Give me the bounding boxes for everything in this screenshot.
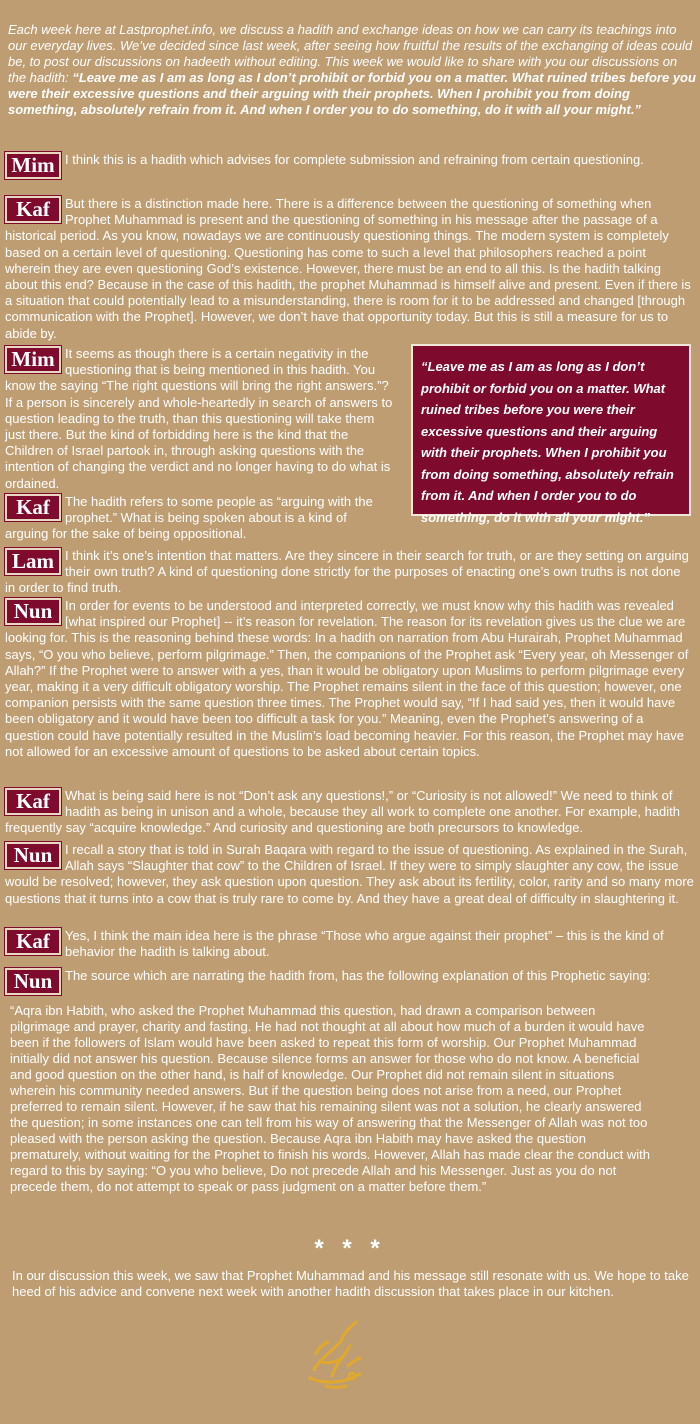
dialogue-entry: [5, 548, 694, 597]
dialogue-entry: [5, 968, 694, 995]
speaker-badge: Kaf: [5, 928, 61, 955]
entry-text: Yes, I think the main idea here is the phrase “Those who argue against their prophet” – this is the kind of behavior the hadith is talking about.: [65, 928, 664, 960]
speaker-badge: Nun: [5, 968, 61, 995]
dialogue-entry: [5, 196, 694, 342]
calligraphy-logo-icon: [302, 1318, 368, 1390]
dialogue-entry: [5, 152, 694, 179]
dialogue-entry: [5, 842, 694, 907]
entry-text: What is being said here is not “Don’t ask any questions!,” or “Curiosity is not allowed!” We need to think of hadith as being in unison and a whole, because they all work to complete one another. For example, hadith frequently say “acquire knowledge.” And curiosity and questioning are both precursors to knowledge.: [5, 788, 681, 836]
intro-paragraph: [8, 22, 696, 118]
speaker-badge: Nun: [5, 598, 61, 625]
entry-text: But there is a distinction made here. There is a difference between the questioning of something when Prophet Muhammad is present and the questioning of something in his message after the passage of a historical period. As you know, nowadays we are continuously questioning things. The modern system is completely based on a certain level of questioning. Questioning has come to such a level that philosophers reached a point wherein they are even questioning God’s existence. However, there must be an end to all this. Is the hadith talking about this end? Because in the case of this hadith, the prophet Muhammad is himself alive and present. Even if there is a situation that could potentially lead to a misunderstanding, there is room for it to be addressed and changed [through communication with the Prophet]. However, we don’t have that opportunity today. But this is still a measure for us to abide by.: [5, 196, 691, 341]
speaker-badge: Nun: [5, 842, 61, 869]
intro-hadith: “Leave me as I am as long as I don’t prohibit or forbid you on a matter. What ruined tribes before you were their excessive questions and their arguing with their prophets. When I prohibit you from doing something, absolutely refrain from it. And when I order you to do something, do it with all your might.”: [8, 70, 696, 117]
dialogue-entry: [5, 346, 397, 492]
entry-text: I recall a story that is told in Surah Baqara with regard to the issue of questioning. As explained in the Surah, Allah says “Slaughter that cow” to the Children of Israel. If they were to simply slaughter any cow, the issue would be resolved; however, they ask question upon question. They ask about its fertility, color, rarity and so many more questions that it turns into a cow that is truly rare to come by. And they have a great deal of difficulty in slaughtering it.: [5, 842, 694, 906]
entry-text: I think it’s one’s intention that matters. Are they sincere in their search for truth, or are they setting on arguing their own truth? A kind of questioning done strictly for the purposes of enacting one’s own truths is not done in order to find truth.: [5, 548, 689, 596]
intro-lead: Each week here at Lastprophet.info, we discuss a hadith and exchange ideas on how we can carry its teachings into our everyday lives. We’ve decided since last week, after seeing how fruitful the results of the exchanging of ideas could be, to post our discussions on hadeeth without editing. This week we would like to share with you our discussions on the hadith:: [8, 22, 693, 85]
entry-text: The source which are narrating the hadith from, has the following explanation of this Prophetic saying:: [65, 968, 651, 983]
section-separator: * * *: [314, 1235, 386, 1262]
speaker-badge: Kaf: [5, 494, 61, 521]
entry-text: I think this is a hadith which advises for complete submission and refraining from certain questioning.: [65, 152, 644, 167]
entry-text: In order for events to be understood and interpreted correctly, we must know why this hadith was revealed [what inspired our Prophet] -- it’s reason for revelation. The reason for its revelation gives us the clue we are looking for. This is the reasoning behind these words: In a hadith on narration from Abu Hurairah, Prophet Muhammad says, “O you who believe, perform pilgrimage.” Then, the companions of the Prophet ask “Every year, oh Messenger of Allah?” If the Prophet were to answer with a yes, than it would be obligatory upon Muslims to perform pilgrimage every year, making it a very difficult obligatory worship. The Prophet remains silent in the face of this question; however, one companion persists with the same question three times. The Prophet would say, “If I had said yes, then it would have been obligatory and it would have been too difficult a task for you.” Meaning, even the Prophet’s answering of a question could have potentially resulted in the Muslim’s load becoming heavier. For this reason, the Prophet may have not allowed for an excessive amount of questions to be asked about certain topics.: [5, 598, 689, 759]
speaker-badge: Kaf: [5, 788, 61, 815]
explanation-quote: “Aqra ibn Habith, who asked the Prophet Muhammad this question, had drawn a comparison between pilgrimage and prayer, charity and fasting. He had not thought at all about how much of a burden it would have been if the followers of Islam would have been asked to repeat this form of worship. Our Prophet Muhammad initially did not answer his question. Because silence forms an answer for those who do not know. A beneficial and good question on the other hand, is half of knowledge. Our Prophet did not remain silent in situations wherein his community needed answers. But if the question being does not arise from a need, our Prophet preferred to remain silent. However, if he saw that his remaining silent was not a solution, he clearly answered the question; in some instances one can tell from his way of answering that the Messenger of Allah was not too pleased with the person asking the question. Because Aqra ibn Habith may have asked the question prematurely, without waiting for the Prophet to finish his words. However, Allah has made clear the conduct with regard to this by saying: “O you who believe, Do not precede Allah and his Messenger. Just as you do not precede them, do not attempt to speak or pass judgment on a matter before them.”: [10, 1003, 650, 1194]
pull-quote: “Leave me as I am as long as I don’t prohibit or forbid you on a matter. What ruined tribes before you were their excessive questions and their arguing with their prophets. When I prohibit you from doing something, absolutely refrain from it. And when I order you to do something, do it with all your might.”: [411, 344, 691, 516]
closing-paragraph: In our discussion this week, we saw that Prophet Muhammad and his message still resonate with us. We hope to take heed of his advice and convene next week with another hadith discussion that takes place in our kitchen.: [12, 1268, 689, 1299]
speaker-badge: Mim: [5, 152, 61, 179]
speaker-badge: Lam: [5, 548, 61, 575]
dialogue-entry: [5, 494, 389, 543]
dialogue-entry: [5, 598, 694, 760]
entry-text: The hadith refers to some people as “arguing with the prophet.” What is being spoken about is a kind of arguing for the sake of being oppositional.: [5, 494, 373, 542]
speaker-badge: Mim: [5, 346, 61, 373]
dialogue-entry: [5, 788, 694, 837]
speaker-badge: Kaf: [5, 196, 61, 223]
dialogue-entry: [5, 928, 694, 960]
entry-text: It seems as though there is a certain negativity in the questioning that is being mentioned in this hadith. You know the saying “The right questions will bring the right answers.”? If a person is sincerely and whole-heartedly in search of answers to question leading to the truth, than this questioning will take them just there. But the kind of forbidding here is the kind that the Children of Israel partook in, through asking questions with the intention of changing the verdict and no longer having to do what is ordained.: [5, 346, 393, 491]
